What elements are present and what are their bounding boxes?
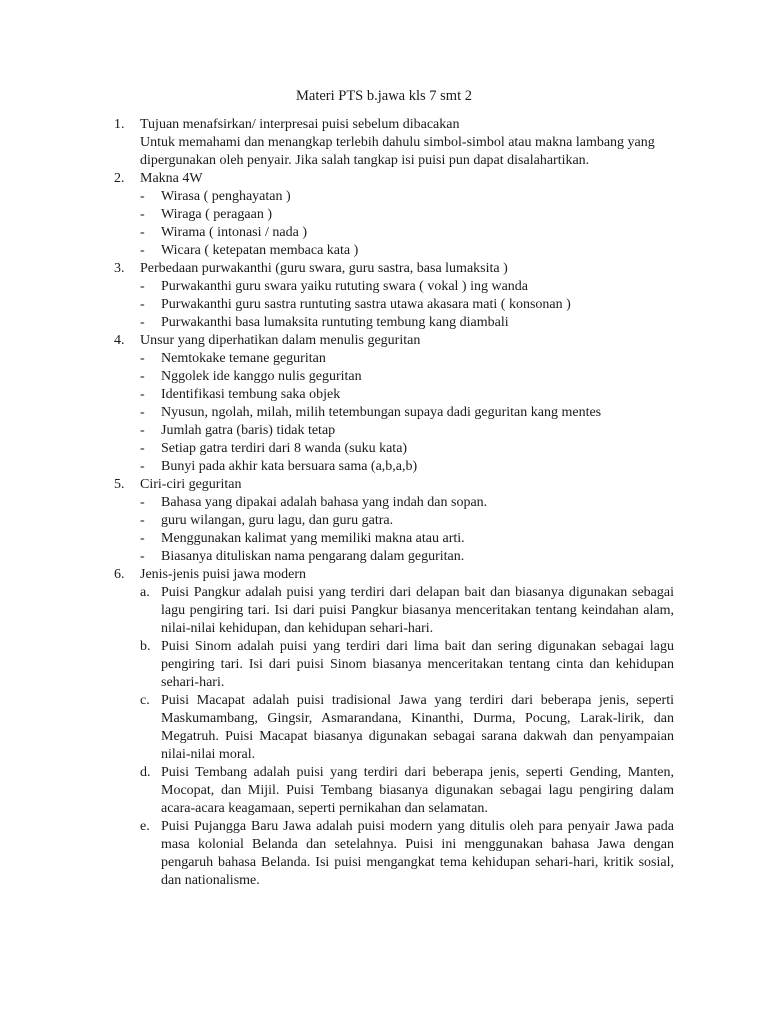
section-heading: Tujuan menafsirkan/ interpresai puisi sebelum dibacakan (140, 117, 460, 132)
dash-bullet: - (140, 513, 145, 528)
dash-bullet: - (140, 531, 145, 546)
item-letter: a. (140, 585, 150, 600)
section-number: 3. (114, 261, 125, 276)
list-item-text: Menggunakan kalimat yang memiliki makna atau arti. (161, 531, 465, 546)
dash-bullet: - (140, 369, 145, 384)
item-letter: d. (140, 765, 151, 780)
document-content (112, 116, 674, 890)
lettered-item-text: Puisi Macapat adalah puisi tradisional Jawa yang terdiri dari beberapa jenis, seperti Maskumambang, Gingsir, Asmarandana, Kinanthi, Durma, Pocung, Larak-lirik, dan Megatruh. Puisi Macapat biasanya digunakan sebagai sarana dakwah dan penyampaian nilai-nilai moral. (161, 693, 674, 762)
dash-bullet: - (140, 459, 145, 474)
dash-bullet: - (140, 189, 145, 204)
list-item-text: Purwakanthi guru swara yaiku rututing swara ( vokal ) ing wanda (161, 279, 529, 294)
dash-bullet: - (140, 405, 145, 420)
section-4 (112, 332, 674, 476)
list-item (140, 440, 674, 458)
dash-bullet: - (140, 279, 145, 294)
page-title: Materi PTS b.jawa kls 7 smt 2 (295, 88, 472, 104)
list-item-text: Bunyi pada akhir kata bersuara sama (a,b,a,b) (161, 459, 418, 474)
dash-bullet: - (140, 225, 145, 240)
section-heading: Makna 4W (140, 171, 203, 186)
dash-bullet: - (140, 351, 145, 366)
list-item-text: Purwakanthi basa lumaksita runtuting tembung kang diambali (161, 315, 509, 330)
list-item (140, 314, 674, 332)
lettered-item (140, 764, 674, 818)
list-item-text: Biasanya dituliskan nama pengarang dalam geguritan. (161, 549, 465, 564)
section-heading: Jenis-jenis puisi jawa modern (140, 567, 307, 582)
list-item-text: Wicara ( ketepatan membaca kata ) (161, 243, 359, 258)
list-item (140, 188, 674, 206)
lettered-item-text: Puisi Pangkur adalah puisi yang terdiri dari delapan bait dan biasanya digunakan sebagai lagu pengiring tari. Isi dari puisi Pangkur biasanya menceritakan tentang keindahan alam, nilai-nilai kehidupan, dan kehidupan sehari-hari. (161, 585, 674, 636)
dash-bullet: - (140, 207, 145, 222)
item-letter: c. (140, 693, 150, 708)
section-1 (112, 116, 674, 170)
list-item (140, 386, 674, 404)
list-item-text: Purwakanthi guru sastra runtuting sastra utawa akasara mati ( konsonan ) (161, 297, 571, 312)
dash-bullet: - (140, 549, 145, 564)
section-5 (112, 476, 674, 566)
list-item (140, 548, 674, 566)
section-number: 1. (114, 117, 125, 132)
dash-bullet: - (140, 495, 145, 510)
dash-bullet: - (140, 387, 145, 402)
list-item (140, 278, 674, 296)
section-6 (112, 566, 674, 890)
lettered-item (140, 638, 674, 692)
section-number: 5. (114, 477, 125, 492)
list-item (140, 404, 674, 422)
list-item-text: Wiraga ( peragaan ) (161, 207, 272, 222)
list-item-text: Nyusun, ngolah, milah, milih tetembungan supaya dadi geguritan kang mentes (161, 405, 602, 420)
section-number: 2. (114, 171, 125, 186)
list-item-text: Nemtokake temane geguritan (161, 351, 326, 366)
list-item (140, 206, 674, 224)
list-item-text: Jumlah gatra (baris) tidak tetap (161, 423, 336, 438)
dash-bullet: - (140, 297, 145, 312)
dash-bullet: - (140, 441, 145, 456)
item-letter: e. (140, 819, 150, 834)
list-item-text: Bahasa yang dipakai adalah bahasa yang indah dan sopan. (161, 495, 488, 510)
lettered-item (140, 692, 674, 764)
dash-bullet: - (140, 315, 145, 330)
list-item (140, 512, 674, 530)
item-letter: b. (140, 639, 151, 654)
section-paragraph: Untuk memahami dan menangkap terlebih dahulu simbol-simbol atau makna lambang yang dipergunakan oleh penyair. Jika salah tangkap isi puisi pun dapat disalahartikan. (140, 135, 655, 168)
section-heading: Ciri-ciri geguritan (140, 477, 242, 492)
list-item-text: Nggolek ide kanggo nulis geguritan (161, 369, 362, 384)
list-item (140, 350, 674, 368)
list-item (140, 368, 674, 386)
lettered-item (140, 584, 674, 638)
dash-bullet: - (140, 423, 145, 438)
list-item (140, 224, 674, 242)
section-heading: Unsur yang diperhatikan dalam menulis geguritan (140, 333, 421, 348)
list-item (140, 530, 674, 548)
list-item-text: Identifikasi tembung saka objek (161, 387, 341, 402)
list-item-text: Wirasa ( penghayatan ) (161, 189, 291, 204)
list-item (140, 296, 674, 314)
list-item (140, 242, 674, 260)
lettered-item-text: Puisi Pujangga Baru Jawa adalah puisi modern yang ditulis oleh para penyair Jawa pada masa kolonial Belanda dan setelahnya. Puisi ini menggunakan bahasa Jawa dengan pengaruh bahasa Belanda. Isi puisi mengangkat tema kehidupan sehari-hari, kritik sosial, dan nationalisme. (161, 819, 674, 888)
section-number: 4. (114, 333, 125, 348)
list-item (140, 458, 674, 476)
list-item-text: Setiap gatra terdiri dari 8 wanda (suku kata) (161, 441, 408, 456)
section-3 (112, 260, 674, 332)
section-heading: Perbedaan purwakanthi (guru swara, guru sastra, basa lumaksita ) (140, 261, 508, 276)
list-item (140, 494, 674, 512)
lettered-item (140, 818, 674, 890)
lettered-item-text: Puisi Tembang adalah puisi yang terdiri dari beberapa jenis, seperti Gending, Manten, Mocopat, dan Mijil. Puisi Tembang biasanya digunakan sebagai lagu pengiring dalam acara-acara keagamaan, seperti pernikahan dan selamatan. (161, 765, 674, 816)
list-item (140, 422, 674, 440)
dash-bullet: - (140, 243, 145, 258)
section-2 (112, 170, 674, 260)
list-item-text: Wirama ( intonasi / nada ) (161, 225, 307, 240)
lettered-item-text: Puisi Sinom adalah puisi yang terdiri dari lima bait dan sering digunakan sebagai lagu pengiring tari. Isi dari puisi Sinom biasanya menceritakan tentang cinta dan kehidupan sehari-hari. (161, 639, 674, 690)
section-number: 6. (114, 567, 125, 582)
list-item-text: guru wilangan, guru lagu, dan guru gatra. (161, 513, 394, 528)
